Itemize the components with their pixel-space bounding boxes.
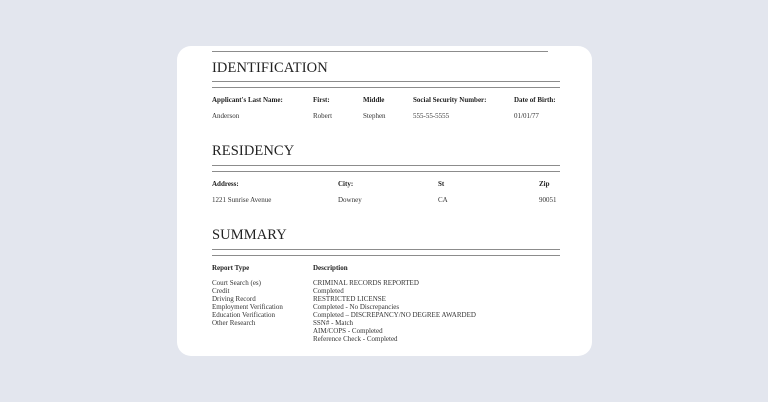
city-label: City:	[338, 180, 354, 188]
report-type-list	[212, 279, 283, 327]
report-type-item: Court Search (es)	[212, 279, 261, 287]
last-name-value: Anderson	[212, 112, 240, 120]
description-item: Completed - No Discrepancies	[313, 303, 400, 311]
description-item: Reference Check - Completed	[313, 335, 398, 343]
report-type-item: Employment Verification	[212, 303, 283, 311]
top-rule	[212, 51, 548, 52]
zip-label: Zip	[539, 180, 550, 188]
report-type-label: Report Type	[212, 264, 250, 272]
zip-value: 90051	[539, 196, 557, 204]
middle-name-value: Stephen	[363, 112, 386, 120]
residency-rule-2	[212, 171, 560, 172]
address-value: 1221 Sunrise Avenue	[212, 196, 272, 204]
identification-heading: IDENTIFICATION	[212, 60, 328, 76]
city-value: Downey	[338, 196, 362, 204]
first-name-value: Robert	[313, 112, 333, 120]
report-type-item: Other Research	[212, 319, 256, 327]
summary-heading: SUMMARY	[212, 227, 287, 243]
middle-name-label: Middle	[363, 96, 385, 104]
description-item: RESTRICTED LICENSE	[313, 295, 386, 303]
identification-rule-1	[212, 81, 560, 82]
summary-rule-2	[212, 255, 560, 256]
description-list	[313, 279, 476, 343]
summary-rule-1	[212, 249, 560, 250]
description-item: CRIMINAL RECORDS REPORTED	[313, 279, 419, 287]
description-item: Completed	[313, 287, 344, 295]
last-name-label: Applicant's Last Name:	[212, 96, 283, 104]
ssn-label: Social Security Number:	[413, 96, 487, 104]
report-card	[177, 46, 592, 356]
residency-heading: RESIDENCY	[212, 143, 295, 159]
description-label: Description	[313, 264, 348, 272]
description-item: Completed – DISCREPANCY/NO DEGREE AWARDED	[313, 311, 476, 319]
dob-value: 01/01/77	[514, 112, 539, 120]
address-label: Address:	[212, 180, 239, 188]
residency-rule-1	[212, 165, 560, 166]
first-name-label: First:	[313, 96, 330, 104]
report-type-item: Credit	[212, 287, 230, 295]
ssn-value: 555-55-5555	[413, 112, 450, 120]
report-type-item: Driving Record	[212, 295, 256, 303]
state-label: St	[438, 180, 445, 188]
description-item: AIM/COPS - Completed	[313, 327, 383, 335]
description-item: SSN# - Match	[313, 319, 354, 327]
dob-label: Date of Birth:	[514, 96, 556, 104]
report-type-item: Education Verification	[212, 311, 276, 319]
state-value: CA	[438, 196, 448, 204]
identification-rule-2	[212, 87, 560, 88]
